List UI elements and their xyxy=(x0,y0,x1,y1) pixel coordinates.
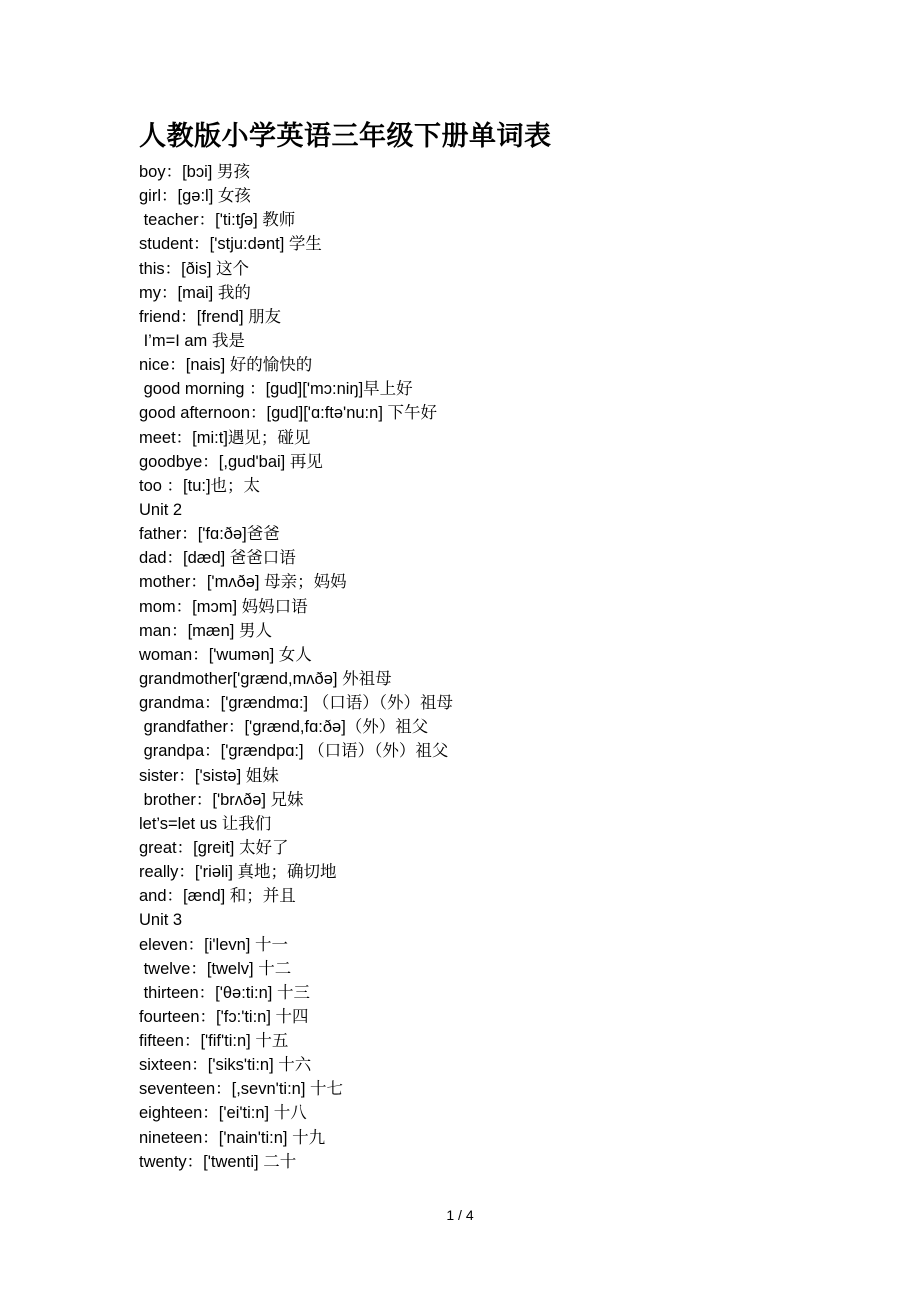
vocab-entry: great：[greit] 太好了 xyxy=(139,838,289,857)
vocab-entry: too ：[tu:]也；太 xyxy=(139,476,261,495)
vocab-entry: goodbye：[,gud'bai] 再见 xyxy=(139,452,323,471)
vocab-entry: twelve：[twelv] 十二 xyxy=(139,959,292,978)
vocab-entry: woman：['wumən] 女人 xyxy=(139,645,312,664)
vocab-entry: mom：[mɔm] 妈妈口语 xyxy=(139,597,308,616)
vocab-entry: good morning ：[gud]['mɔ:niŋ]早上好 xyxy=(139,380,413,399)
vocab-entry: grandfather：['grænd,fɑ:ðə]（外）祖父 xyxy=(139,718,429,737)
vocab-entry: friend：[frend] 朋友 xyxy=(139,307,282,326)
vocab-entry: let’s=let us 让我们 xyxy=(139,814,272,833)
unit-heading: Unit 3 xyxy=(139,911,183,930)
vocab-entry: girl：[gə:l] 女孩 xyxy=(139,187,251,206)
vocab-entry: boy：[bɔi] 男孩 xyxy=(139,163,250,181)
vocab-entry: grandpa：['grændpɑ:] （口语）（外）祖父 xyxy=(139,742,449,761)
unit-heading: Unit 2 xyxy=(139,500,183,519)
vocab-entry: student：['stju:dənt] 学生 xyxy=(139,235,322,254)
vocab-entry: sixteen：['siks'ti:n] 十六 xyxy=(139,1056,312,1075)
vocab-entry: mother：['mʌðə] 母亲；妈妈 xyxy=(139,573,347,592)
vocab-entry: man：[mæn] 男人 xyxy=(139,621,272,640)
vocab-entry: thirteen：['θə:ti:n] 十三 xyxy=(139,983,310,1002)
vocab-entry: nineteen：['nain'ti:n] 十九 xyxy=(139,1128,326,1147)
vocab-entry: fourteen：['fɔ:'ti:n] 十四 xyxy=(139,1007,309,1026)
document-title: 人教版小学英语三年级下册单词表 xyxy=(139,121,552,151)
vocab-entry: eighteen：['ei'ti:n] 十八 xyxy=(139,1104,307,1123)
vocab-entry: I’m=I am 我是 xyxy=(139,331,245,350)
page-number: 1 / 4 xyxy=(446,1207,474,1223)
vocab-entry: brother：['brʌðə] 兄妹 xyxy=(139,790,304,809)
vocab-entry: father：['fɑ:ðə]爸爸 xyxy=(139,525,280,544)
vocab-entry: this：[ðis] 这个 xyxy=(139,259,250,278)
vocab-entry: meet：[mi:t]遇见；碰见 xyxy=(139,428,311,447)
vocab-entry: and：[ænd] 和；并且 xyxy=(139,887,296,906)
vocab-entry: grandma：['grændmɑ:] （口语）（外）祖母 xyxy=(139,694,453,713)
vocab-entry: my：[mai] 我的 xyxy=(139,283,251,302)
vocab-entry: sister：['sistə] 姐妹 xyxy=(139,766,279,785)
vocab-entry: twenty：['twenti] 二十 xyxy=(139,1152,297,1171)
vocab-entry: nice：[nais] 好的愉快的 xyxy=(139,356,313,375)
vocab-entry: teacher：['ti:tʃə] 教师 xyxy=(139,211,296,230)
vocab-entry: grandmother['grænd,mʌðə] 外祖母 xyxy=(139,669,392,688)
vocab-entry: fifteen：['fif'ti:n] 十五 xyxy=(139,1032,289,1051)
vocabulary-list xyxy=(139,160,453,1174)
vocab-entry: dad：[dæd] 爸爸口语 xyxy=(139,549,296,568)
vocab-entry: eleven：[i'levn] 十一 xyxy=(139,935,288,954)
vocab-entry: really：['riəli] 真地；确切地 xyxy=(139,863,337,882)
vocab-entry: seventeen：[,sevn'ti:n] 十七 xyxy=(139,1080,343,1099)
vocab-entry: good afternoon：[gud]['ɑ:ftə'nu:n] 下午好 xyxy=(139,404,437,423)
